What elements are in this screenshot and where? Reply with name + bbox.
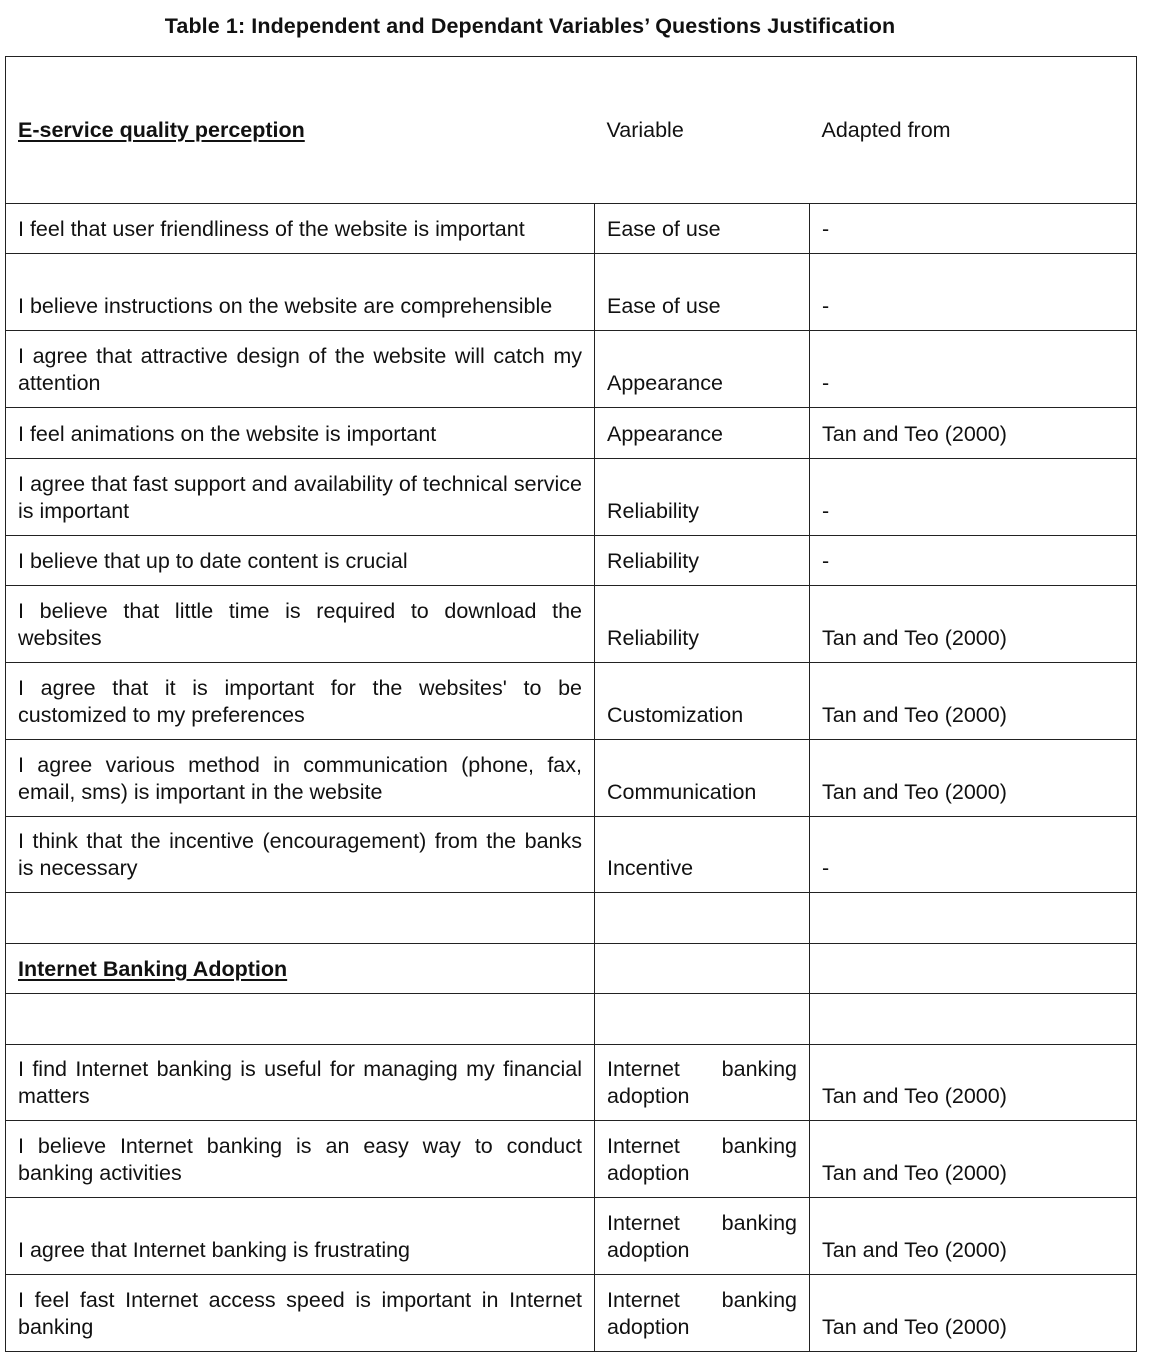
variable-cell: Reliability [595,459,810,536]
table-row [6,1121,1137,1198]
section-heading-internet-banking: Internet Banking Adoption [6,944,595,994]
variable-cell: Internet banking adoption [595,1121,810,1198]
empty-cell [595,893,810,944]
column-header-variable: Variable [595,57,810,204]
table-row [6,536,1137,586]
variable-cell: Appearance [595,408,810,459]
question-cell: I believe instructions on the website are comprehensible [6,254,595,331]
table-header-row [6,57,1137,204]
variable-cell: Reliability [595,536,810,586]
table-row [6,1045,1137,1121]
adapted-from-cell: - [810,817,1137,893]
table-caption: Table 1: Independent and Dependant Variables’ Questions Justification [164,14,896,38]
question-cell: I think that the incentive (encouragement) from the banks is necessary [6,817,595,893]
question-cell: I feel fast Internet access speed is important in Internet banking [6,1275,595,1352]
table-row [6,586,1137,663]
table-row [6,1275,1137,1352]
variable-cell: Incentive [595,817,810,893]
adapted-from-cell: Tan and Teo (2000) [810,740,1137,817]
empty-cell [810,893,1137,944]
table-row [6,331,1137,408]
table-row [6,663,1137,740]
empty-row [6,994,1137,1045]
column-header-adapted-from: Adapted from [810,57,1137,204]
table-row [6,254,1137,331]
empty-cell [6,893,595,944]
question-cell: I believe Internet banking is an easy way to conduct banking activities [6,1121,595,1198]
question-cell: I agree that fast support and availability of technical service is important [6,459,595,536]
question-cell: I agree that attractive design of the website will catch my attention [6,331,595,408]
questions-table [5,56,1137,1352]
empty-row [6,893,1137,944]
empty-cell [810,994,1137,1045]
empty-cell [810,944,1137,994]
table-row [6,459,1137,536]
table-row [6,740,1137,817]
adapted-from-cell: - [810,536,1137,586]
variable-cell: Internet banking adoption [595,1275,810,1352]
question-cell: I believe that little time is required to download the websites [6,586,595,663]
variable-cell: Appearance [595,331,810,408]
variable-cell: Customization [595,663,810,740]
table-row [6,817,1137,893]
question-cell: I find Internet banking is useful for managing my financial matters [6,1045,595,1121]
variable-cell: Ease of use [595,254,810,331]
question-cell: I agree that it is important for the websites' to be customized to my preferences [6,663,595,740]
adapted-from-cell: - [810,204,1137,254]
adapted-from-cell: - [810,331,1137,408]
question-cell: I feel that user friendliness of the website is important [6,204,595,254]
question-cell: I feel animations on the website is important [6,408,595,459]
adapted-from-cell: Tan and Teo (2000) [810,1198,1137,1275]
empty-cell [595,994,810,1045]
table-row [6,408,1137,459]
question-cell: I agree various method in communication (phone, fax, email, sms) is important in the website [6,740,595,817]
adapted-from-cell: Tan and Teo (2000) [810,1045,1137,1121]
section-heading-eservice: E-service quality perception [6,57,595,204]
adapted-from-cell: Tan and Teo (2000) [810,408,1137,459]
variable-cell: Ease of use [595,204,810,254]
adapted-from-cell: Tan and Teo (2000) [810,1121,1137,1198]
variable-cell: Internet banking adoption [595,1198,810,1275]
question-cell: I agree that Internet banking is frustrating [6,1198,595,1275]
table-row [6,1198,1137,1275]
question-cell: I believe that up to date content is crucial [6,536,595,586]
adapted-from-cell: - [810,254,1137,331]
adapted-from-cell: Tan and Teo (2000) [810,586,1137,663]
section-row-internet-banking [6,944,1137,994]
variable-cell: Reliability [595,586,810,663]
adapted-from-cell: - [810,459,1137,536]
adapted-from-cell: Tan and Teo (2000) [810,663,1137,740]
empty-cell [595,944,810,994]
table-row [6,204,1137,254]
adapted-from-cell: Tan and Teo (2000) [810,1275,1137,1352]
variable-cell: Internet banking adoption [595,1045,810,1121]
empty-cell [6,994,595,1045]
variable-cell: Communication [595,740,810,817]
